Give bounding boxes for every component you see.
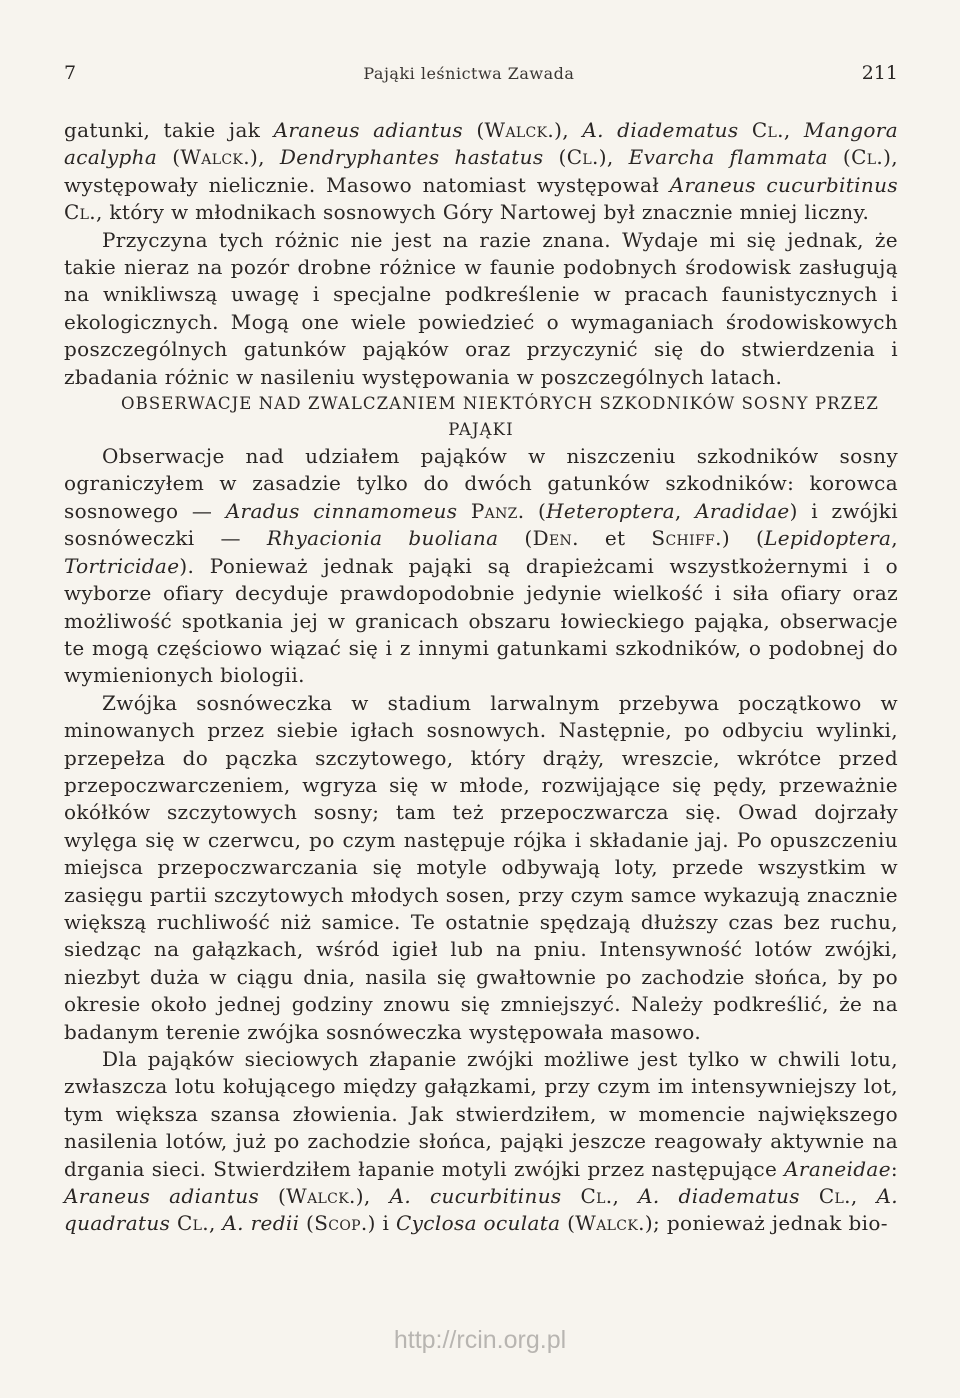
author-name: Walck. [575,1211,645,1236]
species-name: Rhyacionia buoliana [266,526,499,551]
text-run: et [578,526,652,551]
text-run: ( [524,498,547,523]
author-name: Walck. [286,1184,356,1209]
text-run: ( [498,526,533,551]
text-run [800,1184,819,1208]
text-run: , [208,1211,223,1236]
paragraph-3 [64,443,898,690]
text-run: , który w młodnikach sosnowych Góry Nartowej był znacznie mniej liczny. [96,200,870,225]
author-name: Schiff. [651,526,722,551]
text-run: ) i [367,1211,396,1236]
species-name: A. quadratus [64,1184,898,1236]
text-run: ( [259,1184,287,1209]
text-run: ( [543,145,567,170]
text-run: ), występowały nielicznie. Masowo natomiast występował [64,145,898,197]
text-run: Dla pająków sieciowych złapanie zwójki możliwe jest tylko w chwili lotu, zwłaszcza lotu kołującego między gałązkami, przy czym im intensywniejszy lot, tym większa szansa złowienia. Jak stwierdziłem, w momencie największego nasilenia lotów, już po zachodzie słońca, pająki jeszcze reagowały aktywnie na drgania sieci. Stwierdziłem łapanie motyli zwójki przez następujące [64,1047,898,1181]
species-name: A. diadematus [638,1184,800,1209]
text-run: ( [827,145,852,170]
text-run: ) ( [721,526,765,551]
text-run: , [674,498,696,523]
text-run: , [783,118,804,142]
author-name: Cl. [580,1184,613,1209]
author-name: Cl. [64,200,97,225]
species-name: Evarcha flammata [628,145,828,170]
species-name: A. cucurbitinus [389,1184,562,1209]
text-run: ). Ponieważ jednak pająki są drapieżcami wszystkożernymi i o wyborze ofiary decyduje prawdopodobnie jedynie wielkość i siła ofiary oraz możliwość spotkania jej w granicach obszaru łowieckiego pająka, obserwacje te mogą częściowo wiązać się i z innymi gatunkami szkodników, o podobnej do wymienionych biologii. [64,553,898,688]
paragraph-1 [64,117,898,227]
author-name: Walck. [180,145,250,170]
author-name: Panz. [470,498,525,523]
section-heading: OBSERWACJE NAD ZWALCZANIEM NIEKTÓRYCH SZKODNIKÓW SOSNY PRZEZ PAJĄKI [121,394,879,440]
text-run [170,1211,177,1235]
text-run: ), [249,145,280,170]
taxon-name: Heteroptera [546,498,675,523]
page-label-left: 7 [64,62,77,84]
source-watermark: http://rcin.org.pl [393,1326,567,1354]
species-name: A. diadematus [582,118,739,142]
text-run [739,118,752,142]
species-name: Cyclosa oculata [395,1211,561,1236]
running-header [64,62,898,92]
author-name: Den. [532,526,579,551]
text-run: ( [463,118,485,142]
text-run: , [891,526,898,551]
text-run: ), [554,118,583,142]
text-run: , [850,1184,877,1209]
running-title: Pająki leśnictwa Zawada [363,64,575,83]
text-run: ); ponieważ jednak bio- [644,1211,888,1236]
author-name: Cl. [818,1184,851,1209]
paragraph-5 [64,1046,898,1238]
author-name: Scop. [314,1211,368,1236]
page-number: 211 [861,62,898,84]
paragraph-4: Zwójka sosnóweczka w stadium larwalnym przebywa początkowo w minowanych przez siebie igłach sosnowych. Następnie, po odbyciu wylinki, przepełza do pączka szczytowego, który drąży, wreszcie, wkrótce przed przepoczwarczeniem, wgryza się w młode, rozwijające się pędy, przeważnie okółków szczytowych sosny; tam też przepoczwarcza się. Owad dojrzały wylęga się w czerwcu, po czym następuje rójka i składanie jaj. Po opuszczeniu miejsca przepoczwarczania się motyle odbywają loty, przede wszystkim w zasięgu partii szczytowych młodych sosen, przy czym samce wykazują znacznie większą ruchliwość niż samice. Te ostatnie spędzają dłuższy czas bez ruchu, siedząc na gałązkach, wśród igieł lub na pniu. Intensywność lotów zwójki, niezbyt duża w ciągu dnia, nasila się gwałtownie po zachodzie słońca, by po okresie około jednej godziny znowu się zmniejszyć. Należy podkreślić, że na badanym terenie zwójka sosnóweczka występowała masowo. [64,690,898,1044]
text-run: ( [299,1211,315,1236]
taxon-name: Tortricidae [64,553,180,578]
species-name: Dendryphantes hastatus [279,145,544,170]
author-name: Cl. [176,1211,209,1236]
text-run: ), [598,145,629,170]
text-run: , [612,1184,639,1209]
paragraph-2: Przyczyna tych różnic nie jest na razie znana. Wydaje mi się jednak, że takie nieraz na pozór drobne różnice w faunie podobnych środowisk zasługują na wnikliwszą uwagę i specjalne podkreślenie w pracach faunistycznych i ekologicznych. Mogą one wiele powiedzieć o wymaganiach środowiskowych poszczególnych gatunków pająków oraz przyczynić się do stwierdzenia i zbadania różnic w nasileniu występowania w poszczególnych latach. [64,227,898,389]
species-name: Mangora acalypha [64,118,898,170]
author-name: Cl. [751,118,784,142]
author-name: Walck. [484,118,555,142]
text-run [457,499,471,523]
text-run: Obserwacje nad udziałem pająków w niszczeniu szkodników sosny ograniczyłem w zasadzie tylko do dwóch gatunków szkodników: korowca sosnowego — [64,444,898,523]
text-run: ) i zwójki sosnóweczki — [64,498,898,551]
species-name: A. redii [222,1211,300,1236]
page-body [64,117,898,1238]
text-run: ), [355,1184,390,1209]
text-run: ( [157,145,181,170]
taxon-name: Aradidae [695,498,790,523]
species-name: Aradus cinnamomeus [225,498,458,523]
author-name: Cl. [851,145,884,170]
author-name: Cl. [566,145,599,170]
species-name: Araneus adiantus [64,1184,260,1209]
text-run: gatunki, takie jak [64,118,274,142]
species-name: Araneus cucurbitinus [669,172,898,197]
text-run: : [890,1156,898,1181]
species-name: Araneus adiantus [273,118,464,142]
text-run: ( [560,1211,576,1236]
text-run [562,1184,581,1208]
taxon-name: Araneidae [784,1156,891,1181]
taxon-name: Lepidoptera [764,526,892,551]
